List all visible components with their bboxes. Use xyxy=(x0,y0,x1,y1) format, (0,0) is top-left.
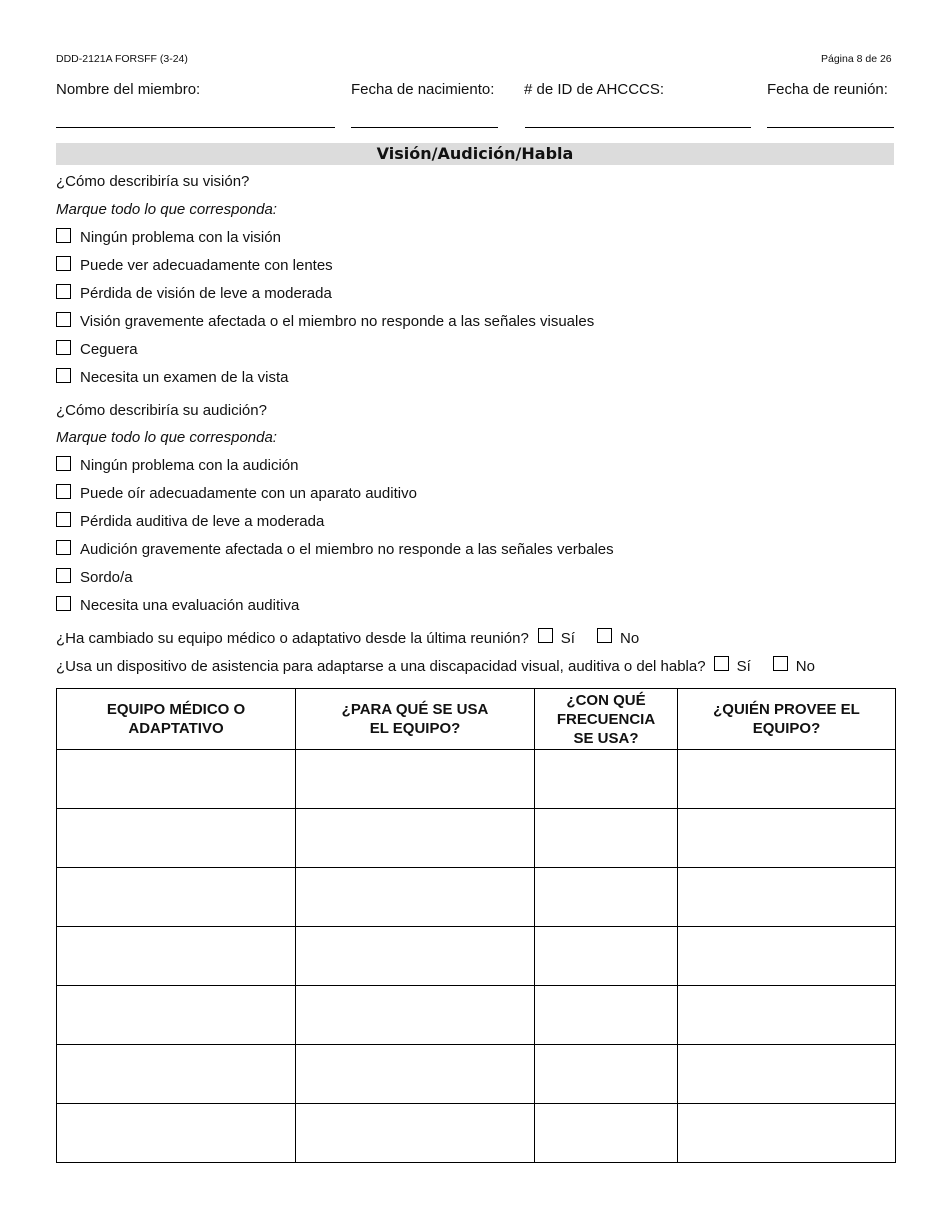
vision-option[interactable] xyxy=(56,257,333,274)
member-name-label: Nombre del miembro: xyxy=(56,81,201,98)
header-purpose: ¿PARA QUÉ SE USA EL EQUIPO? xyxy=(296,689,535,750)
checkbox[interactable] xyxy=(56,228,71,243)
purpose-cell[interactable] xyxy=(296,986,535,1045)
vision-option[interactable] xyxy=(56,369,288,386)
provider-cell[interactable] xyxy=(678,750,896,809)
option-label: Necesita una evaluación auditiva xyxy=(80,597,300,614)
hearing-option[interactable] xyxy=(56,513,324,530)
option-label: Pérdida de visión de leve a moderada xyxy=(80,285,332,302)
equipment-cell[interactable] xyxy=(57,868,296,927)
frequency-cell[interactable] xyxy=(535,750,678,809)
equipment-changed-no-checkbox[interactable] xyxy=(597,628,612,643)
purpose-cell[interactable] xyxy=(296,1104,535,1163)
purpose-cell[interactable] xyxy=(296,1045,535,1104)
hearing-option[interactable] xyxy=(56,457,298,474)
header-frequency: ¿CON QUÉ FRECUENCIA SE USA? xyxy=(535,689,678,750)
header-provider: ¿QUIÉN PROVEE EL EQUIPO? xyxy=(678,689,896,750)
hearing-option[interactable] xyxy=(56,541,614,558)
vision-option[interactable] xyxy=(56,285,332,302)
checkbox[interactable] xyxy=(56,596,71,611)
provider-cell[interactable] xyxy=(678,868,896,927)
table-row xyxy=(57,927,896,986)
member-name-field[interactable] xyxy=(56,127,335,128)
vision-question: ¿Cómo describiría su visión? xyxy=(56,173,250,190)
provider-cell[interactable] xyxy=(678,986,896,1045)
table-row xyxy=(57,809,896,868)
form-id: DDD-2121A FORSFF (3-24) xyxy=(56,53,188,65)
option-label: Ningún problema con la visión xyxy=(80,229,281,246)
hearing-option[interactable] xyxy=(56,597,299,614)
frequency-cell[interactable] xyxy=(535,868,678,927)
vision-option[interactable] xyxy=(56,313,594,330)
table-row xyxy=(57,1104,896,1163)
frequency-cell[interactable] xyxy=(535,809,678,868)
equipment-table xyxy=(56,688,896,1163)
checkbox[interactable] xyxy=(56,512,71,527)
table-row xyxy=(57,1045,896,1104)
option-label: Audición gravemente afectada o el miembro no responde a las señales verbales xyxy=(80,541,614,558)
provider-cell[interactable] xyxy=(678,1104,896,1163)
frequency-cell[interactable] xyxy=(535,986,678,1045)
frequency-cell[interactable] xyxy=(535,1045,678,1104)
equipment-cell[interactable] xyxy=(57,809,296,868)
hearing-option[interactable] xyxy=(56,485,417,502)
assistive-device-row xyxy=(56,658,815,675)
vision-option[interactable] xyxy=(56,229,281,246)
option-label: Puede oír adecuadamente con un aparato auditivo xyxy=(80,485,417,502)
option-label: Pérdida auditiva de leve a moderada xyxy=(80,513,325,530)
option-label: Puede ver adecuadamente con lentes xyxy=(80,257,333,274)
hearing-instruction: Marque todo lo que corresponda: xyxy=(56,429,277,446)
table-header-row xyxy=(57,689,896,750)
frequency-cell[interactable] xyxy=(535,1104,678,1163)
frequency-cell[interactable] xyxy=(535,927,678,986)
meeting-date-field[interactable] xyxy=(767,127,894,128)
page-number: Página 8 de 26 xyxy=(821,53,892,65)
no-label: No xyxy=(795,658,815,675)
option-label: Necesita un examen de la vista xyxy=(80,369,289,386)
ahcccs-id-field[interactable] xyxy=(525,127,751,128)
option-label: Ceguera xyxy=(80,341,138,358)
assistive-device-question: ¿Usa un dispositivo de asistencia para adaptarse a una discapacidad visual, auditiva o del habla? xyxy=(56,658,706,675)
no-label: No xyxy=(619,630,640,647)
yes-label: Sí xyxy=(560,630,575,647)
equipment-cell[interactable] xyxy=(57,1045,296,1104)
purpose-cell[interactable] xyxy=(296,868,535,927)
provider-cell[interactable] xyxy=(678,927,896,986)
equipment-changed-row xyxy=(56,630,639,647)
provider-cell[interactable] xyxy=(678,1045,896,1104)
checkbox[interactable] xyxy=(56,368,71,383)
checkbox[interactable] xyxy=(56,484,71,499)
yes-label: Sí xyxy=(736,658,751,675)
provider-cell[interactable] xyxy=(678,809,896,868)
equipment-cell[interactable] xyxy=(57,1104,296,1163)
checkbox[interactable] xyxy=(56,456,71,471)
checkbox[interactable] xyxy=(56,256,71,271)
purpose-cell[interactable] xyxy=(296,750,535,809)
vision-instruction: Marque todo lo que corresponda: xyxy=(56,201,277,218)
option-label: Ningún problema con la audición xyxy=(80,457,299,474)
purpose-cell[interactable] xyxy=(296,809,535,868)
header-equipment: EQUIPO MÉDICO O ADAPTATIVO xyxy=(57,689,296,750)
checkbox[interactable] xyxy=(56,540,71,555)
hearing-option[interactable] xyxy=(56,569,133,586)
equipment-cell[interactable] xyxy=(57,750,296,809)
checkbox[interactable] xyxy=(56,284,71,299)
table-row xyxy=(57,986,896,1045)
table-row xyxy=(57,868,896,927)
equipment-cell[interactable] xyxy=(57,986,296,1045)
option-label: Visión gravemente afectada o el miembro no responde a las señales visuales xyxy=(80,313,595,330)
birth-date-label: Fecha de nacimiento: xyxy=(351,81,495,98)
checkbox[interactable] xyxy=(56,340,71,355)
purpose-cell[interactable] xyxy=(296,927,535,986)
equipment-changed-question: ¿Ha cambiado su equipo médico o adaptativo desde la última reunión? xyxy=(56,630,529,647)
assistive-device-yes-checkbox[interactable] xyxy=(714,656,729,671)
meeting-date-label: Fecha de reunión: xyxy=(767,81,888,98)
option-label: Sordo/a xyxy=(80,569,133,586)
checkbox[interactable] xyxy=(56,568,71,583)
birth-date-field[interactable] xyxy=(351,127,498,128)
equipment-cell[interactable] xyxy=(57,927,296,986)
vision-option[interactable] xyxy=(56,341,138,358)
checkbox[interactable] xyxy=(56,312,71,327)
assistive-device-no-checkbox[interactable] xyxy=(773,656,788,671)
ahcccs-id-label: # de ID de AHCCCS: xyxy=(524,81,665,98)
hearing-question: ¿Cómo describiría su audición? xyxy=(56,402,267,419)
equipment-changed-yes-checkbox[interactable] xyxy=(538,628,553,643)
section-title: Visión/Audición/Habla xyxy=(56,143,894,165)
table-row xyxy=(57,750,896,809)
